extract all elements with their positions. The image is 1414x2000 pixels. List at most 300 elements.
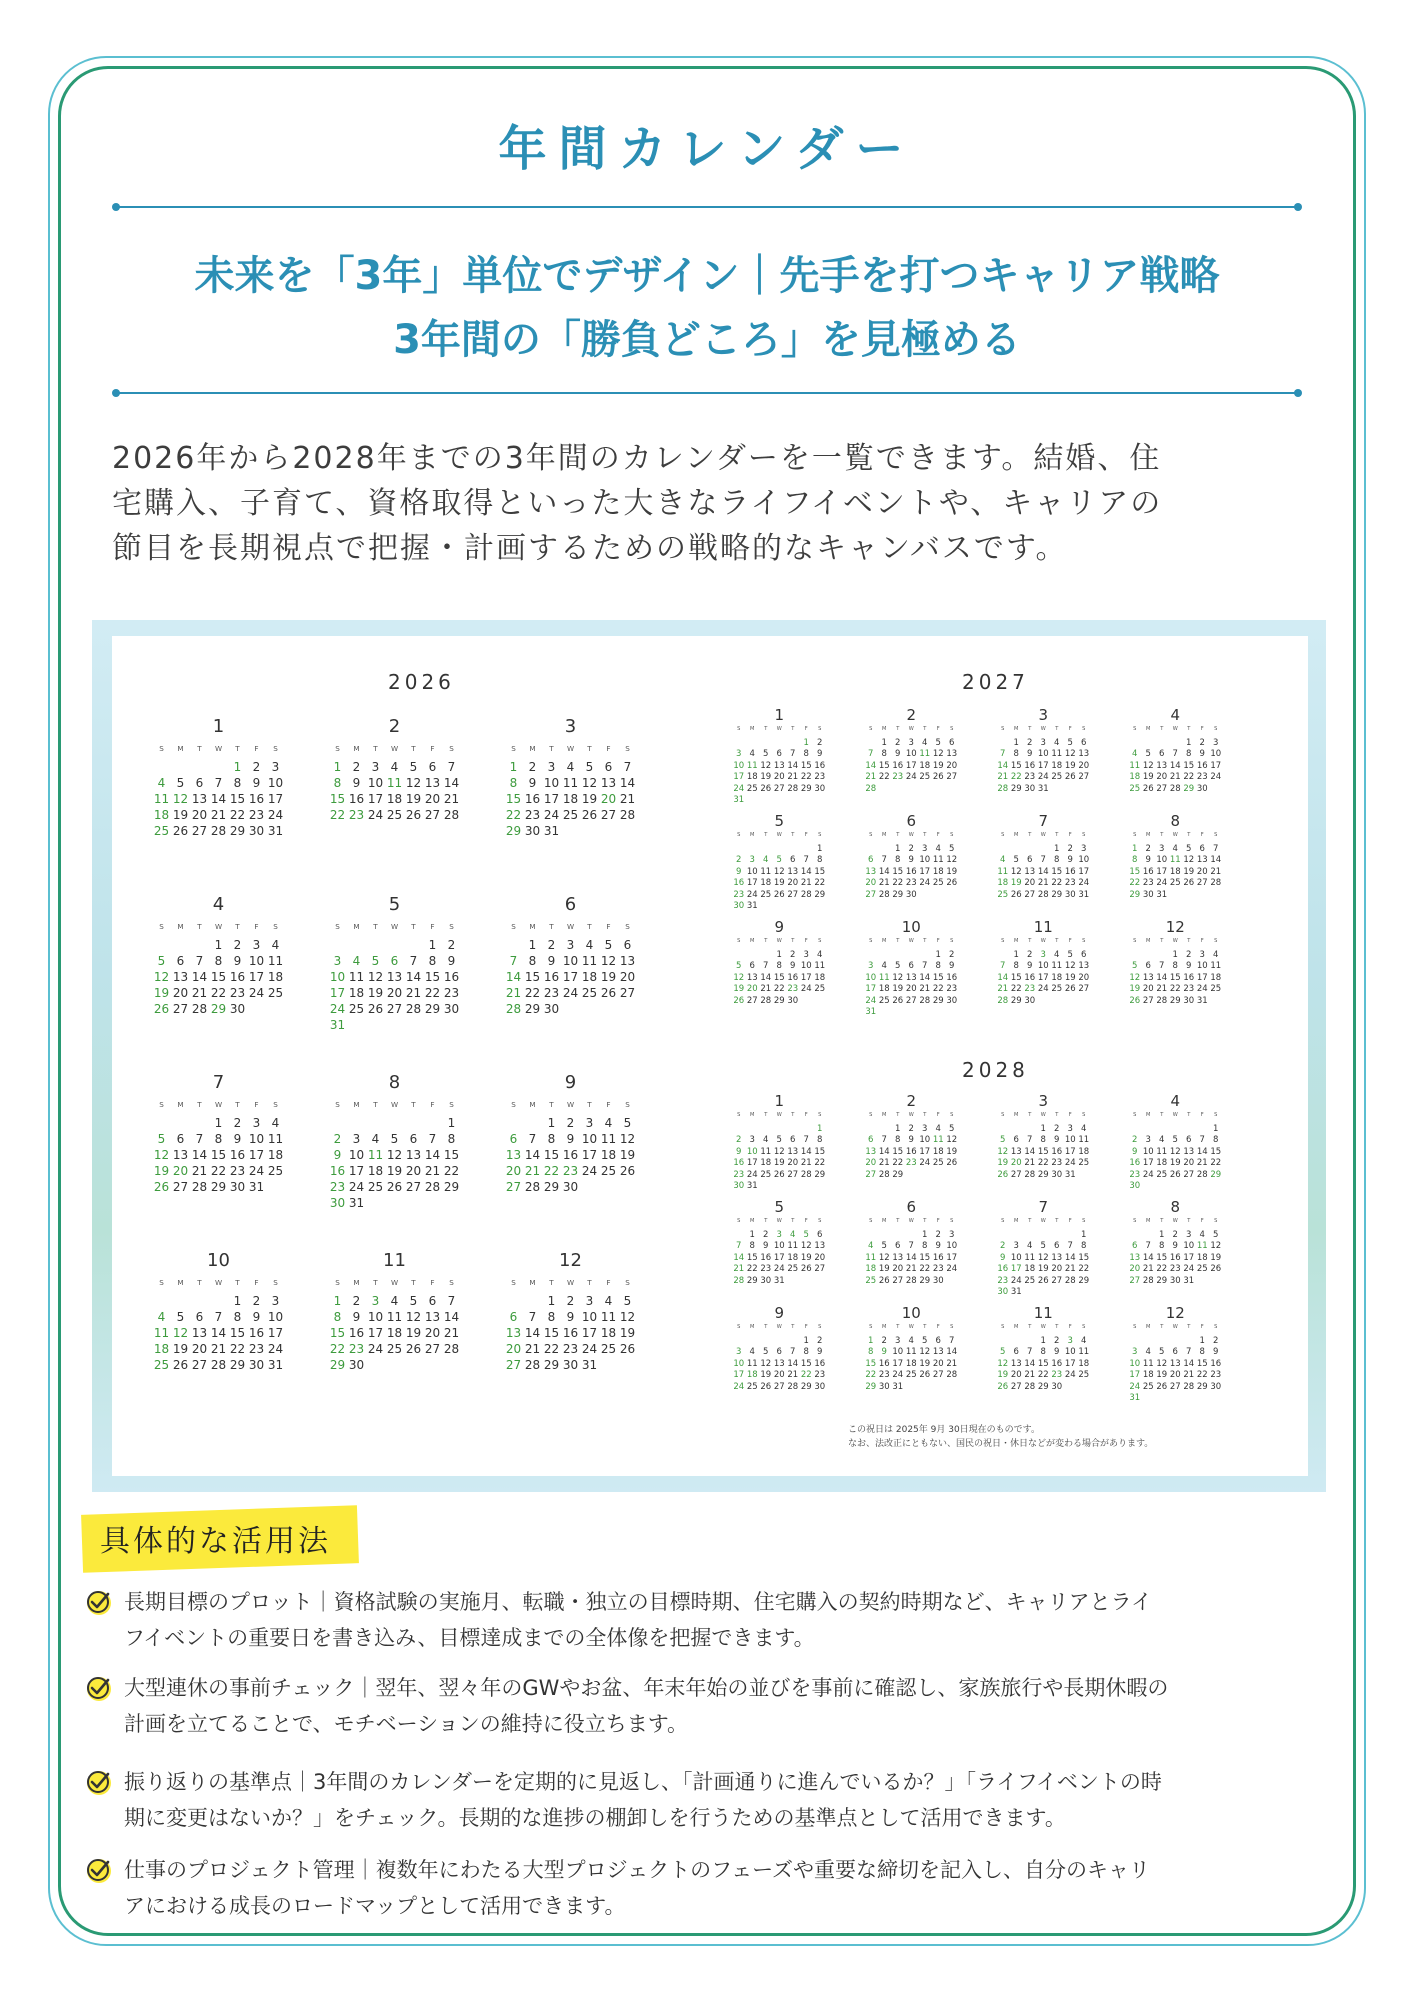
day-cell: 9 bbox=[790, 961, 796, 971]
day-cell: 12 bbox=[153, 970, 170, 984]
day-cell: 17 bbox=[1078, 866, 1090, 877]
day-cell: 3 bbox=[271, 760, 280, 774]
day-cell: 8 bbox=[547, 1310, 556, 1324]
day-cell: 10 bbox=[892, 1347, 904, 1357]
day-cell: 15 bbox=[800, 760, 812, 771]
day-cell: 22 bbox=[424, 986, 441, 1000]
day-cell: 31 bbox=[733, 795, 745, 805]
weekday-label: M bbox=[529, 744, 536, 753]
day-cell: 25 bbox=[1051, 984, 1063, 994]
day-cell: 13 bbox=[746, 972, 758, 983]
day-cell: 25 bbox=[153, 824, 170, 838]
weekday-label: S bbox=[950, 1112, 954, 1118]
day-cell: 23 bbox=[1024, 772, 1036, 782]
day-cell: 3 bbox=[1159, 843, 1165, 854]
day-cell: 19 bbox=[153, 986, 170, 1000]
weekday-label: T bbox=[411, 922, 416, 931]
day-cell: 30 bbox=[524, 824, 541, 838]
day-cell: 6 bbox=[776, 749, 782, 759]
month-label: 1 bbox=[774, 706, 785, 724]
weekday-label: T bbox=[1055, 1218, 1059, 1224]
day-cell: 7 bbox=[509, 954, 518, 968]
day-cell: 26 bbox=[733, 995, 745, 1006]
day-cell: 8 bbox=[1054, 855, 1060, 865]
day-cell: 6 bbox=[895, 1241, 901, 1251]
day-cell: 30 bbox=[1024, 995, 1036, 1006]
day-cell: 27 bbox=[773, 783, 785, 794]
day-cell: 25 bbox=[386, 808, 403, 822]
day-cell: 14 bbox=[1210, 855, 1222, 865]
day-cell: 26 bbox=[600, 986, 617, 1000]
weekday-label: S bbox=[273, 1278, 278, 1287]
day-cell: 19 bbox=[800, 1252, 812, 1263]
day-cell: 26 bbox=[367, 1002, 384, 1016]
day-cell: 11 bbox=[267, 1132, 284, 1146]
day-cell: 19 bbox=[932, 760, 944, 771]
day-cell: 8 bbox=[817, 855, 823, 865]
weekday-label: W bbox=[908, 832, 914, 838]
weekday-label: T bbox=[1187, 832, 1191, 838]
day-cell: 4 bbox=[922, 737, 928, 748]
day-cell: 25 bbox=[1196, 1264, 1208, 1274]
day-cell: 26 bbox=[773, 889, 785, 900]
day-cell: 22 bbox=[1196, 1370, 1208, 1380]
day-cell: 12 bbox=[405, 776, 422, 790]
weekday-label: S bbox=[1082, 726, 1086, 732]
weekday-label: T bbox=[235, 922, 240, 931]
day-cell: 29 bbox=[814, 889, 826, 900]
day-cell: 11 bbox=[878, 972, 890, 983]
day-cell: 25 bbox=[1051, 772, 1063, 782]
weekday-label: S bbox=[869, 938, 873, 944]
weekday-label: S bbox=[818, 1218, 822, 1224]
day-cell: 21 bbox=[787, 1370, 799, 1380]
day-cell: 19 bbox=[1064, 760, 1076, 771]
day-cell: 17 bbox=[905, 760, 917, 771]
weekday-label: F bbox=[1200, 832, 1204, 838]
day-cell: 25 bbox=[787, 1264, 799, 1274]
day-cell: 1 bbox=[1213, 1123, 1219, 1134]
weekday-label: S bbox=[1082, 938, 1086, 944]
day-cell: 14 bbox=[865, 760, 877, 771]
day-cell: 31 bbox=[543, 824, 560, 838]
day-cell: 16 bbox=[892, 760, 904, 771]
day-cell: 10 bbox=[367, 1310, 384, 1324]
weekday-label: W bbox=[1040, 832, 1046, 838]
weekday-label: S bbox=[950, 726, 954, 732]
day-cell: 29 bbox=[773, 995, 785, 1006]
weekday-label: F bbox=[606, 1278, 611, 1287]
day-cell: 16 bbox=[1210, 1358, 1222, 1369]
day-cell: 27 bbox=[386, 1002, 403, 1016]
day-cell: 25 bbox=[878, 995, 890, 1006]
day-cell: 16 bbox=[1196, 760, 1208, 771]
day-cell: 20 bbox=[1156, 772, 1168, 782]
weekday-label: S bbox=[273, 1100, 278, 1109]
day-cell: 1 bbox=[935, 949, 941, 960]
day-cell: 8 bbox=[817, 1135, 823, 1145]
day-cell: 19 bbox=[919, 1358, 931, 1369]
day-cell: 29 bbox=[1169, 995, 1181, 1006]
day-cell: 27 bbox=[191, 824, 208, 838]
month-label: 12 bbox=[1165, 918, 1185, 936]
day-cell: 6 bbox=[868, 855, 874, 865]
weekday-label: F bbox=[606, 922, 611, 931]
day-cell: 29 bbox=[1010, 783, 1022, 794]
day-cell: 23 bbox=[760, 1264, 772, 1274]
day-cell: 25 bbox=[932, 878, 944, 888]
day-cell: 17 bbox=[248, 970, 265, 984]
day-cell: 13 bbox=[600, 776, 617, 790]
day-cell: 23 bbox=[814, 1370, 826, 1380]
day-cell: 17 bbox=[1196, 972, 1208, 983]
day-cell: 4 bbox=[1027, 1241, 1033, 1251]
day-cell: 4 bbox=[1132, 749, 1138, 759]
day-cell: 20 bbox=[892, 1264, 904, 1274]
day-cell: 16 bbox=[760, 1252, 772, 1263]
day-cell: 8 bbox=[895, 855, 901, 865]
weekday-label: T bbox=[373, 1278, 378, 1287]
day-cell: 11 bbox=[600, 1132, 617, 1146]
weekday-label: S bbox=[950, 1218, 954, 1224]
day-cell: 21 bbox=[424, 1164, 441, 1178]
day-cell: 5 bbox=[1145, 749, 1151, 759]
weekday-label: T bbox=[1160, 1112, 1164, 1118]
weekday-label: S bbox=[737, 726, 741, 732]
day-cell: 18 bbox=[760, 878, 772, 888]
day-cell: 11 bbox=[1129, 760, 1141, 771]
day-cell: 19 bbox=[1037, 1264, 1049, 1274]
weekday-label: T bbox=[923, 938, 927, 944]
day-cell: 19 bbox=[1129, 984, 1141, 994]
day-cell: 18 bbox=[932, 866, 944, 877]
day-cell: 15 bbox=[878, 760, 890, 771]
day-cell: 20 bbox=[386, 986, 403, 1000]
day-cell: 5 bbox=[763, 749, 769, 759]
day-cell: 23 bbox=[248, 1342, 265, 1356]
bottom-divider bbox=[116, 392, 1298, 394]
month-label: 11 bbox=[1033, 1304, 1053, 1322]
day-cell: 2 bbox=[817, 1335, 823, 1346]
day-cell: 7 bbox=[790, 1347, 796, 1357]
day-cell: 19 bbox=[619, 1326, 636, 1340]
weekday-label: T bbox=[1187, 1112, 1191, 1118]
weekday-label: F bbox=[1200, 938, 1204, 944]
month-label: 1 bbox=[212, 716, 225, 737]
day-cell: 6 bbox=[1081, 949, 1087, 960]
day-cell: 20 bbox=[424, 1326, 441, 1340]
day-cell: 10 bbox=[543, 776, 560, 790]
day-cell: 1 bbox=[817, 843, 823, 854]
day-cell: 20 bbox=[865, 878, 877, 888]
day-cell: 22 bbox=[210, 1164, 227, 1178]
day-cell: 29 bbox=[800, 783, 812, 794]
weekday-label: M bbox=[882, 726, 887, 732]
day-cell: 15 bbox=[543, 1148, 560, 1162]
day-cell: 14 bbox=[787, 760, 799, 771]
day-cell: 11 bbox=[153, 792, 170, 806]
day-cell: 25 bbox=[865, 1275, 877, 1286]
day-cell: 21 bbox=[1064, 1264, 1076, 1274]
weekday-label: S bbox=[950, 832, 954, 838]
day-cell: 13 bbox=[892, 1252, 904, 1263]
day-cell: 28 bbox=[1142, 1275, 1154, 1286]
day-cell: 2 bbox=[333, 1132, 342, 1146]
year-2028-label: 2028 bbox=[962, 1058, 1029, 1082]
weekday-label: S bbox=[511, 1278, 516, 1287]
day-cell: 28 bbox=[878, 889, 890, 900]
day-cell: 31 bbox=[248, 1180, 265, 1194]
weekday-label: S bbox=[1133, 832, 1137, 838]
weekday-label: S bbox=[869, 1324, 873, 1330]
day-cell: 11 bbox=[932, 855, 944, 865]
day-cell: 4 bbox=[935, 843, 941, 854]
day-cell: 22 bbox=[746, 1264, 758, 1274]
weekday-label: F bbox=[254, 1100, 259, 1109]
day-cell: 12 bbox=[878, 1252, 890, 1263]
month-label: 6 bbox=[906, 812, 917, 830]
day-cell: 30 bbox=[1064, 889, 1076, 900]
day-cell: 1 bbox=[428, 938, 437, 952]
day-cell: 5 bbox=[1013, 855, 1019, 865]
day-cell: 7 bbox=[214, 776, 223, 790]
day-cell: 20 bbox=[787, 878, 799, 888]
day-cell: 6 bbox=[195, 776, 204, 790]
weekday-label: W bbox=[214, 922, 223, 931]
top-divider bbox=[116, 206, 1298, 208]
day-cell: 19 bbox=[773, 878, 785, 888]
day-cell: 8 bbox=[803, 749, 809, 759]
day-cell: 27 bbox=[787, 889, 799, 900]
day-cell: 1 bbox=[1081, 1229, 1087, 1240]
day-cell: 12 bbox=[172, 1326, 189, 1340]
day-cell: 23 bbox=[348, 1342, 365, 1356]
day-cell: 7 bbox=[1199, 1135, 1205, 1145]
day-cell: 4 bbox=[1081, 1335, 1087, 1346]
weekday-label: S bbox=[449, 1100, 454, 1109]
usage-item-line: フイベントの重要日を書き込み、目標達成までの全体像を把握できます。 bbox=[124, 1626, 815, 1650]
day-cell: 3 bbox=[1213, 737, 1219, 748]
day-cell: 28 bbox=[443, 808, 460, 822]
day-cell: 8 bbox=[447, 1132, 456, 1146]
day-cell: 11 bbox=[760, 1146, 772, 1157]
weekday-label: W bbox=[1040, 938, 1046, 944]
month-label: 2 bbox=[906, 1092, 917, 1110]
weekday-label: F bbox=[936, 726, 940, 732]
day-cell: 26 bbox=[997, 1381, 1009, 1392]
day-cell: 7 bbox=[1145, 1241, 1151, 1251]
day-cell: 4 bbox=[749, 749, 755, 759]
day-cell: 18 bbox=[153, 808, 170, 822]
day-cell: 14 bbox=[619, 776, 636, 790]
day-cell: 24 bbox=[733, 1381, 745, 1392]
day-cell: 21 bbox=[878, 1158, 890, 1168]
day-cell: 27 bbox=[600, 808, 617, 822]
day-cell: 30 bbox=[348, 1358, 365, 1372]
day-cell: 22 bbox=[1037, 1370, 1049, 1380]
day-cell: 21 bbox=[919, 984, 931, 994]
day-cell: 16 bbox=[814, 1358, 826, 1369]
day-cell: 21 bbox=[443, 792, 460, 806]
day-cell: 7 bbox=[1000, 961, 1006, 971]
day-cell: 15 bbox=[229, 792, 246, 806]
day-cell: 8 bbox=[922, 1241, 928, 1251]
day-cell: 12 bbox=[600, 954, 617, 968]
day-cell: 28 bbox=[997, 783, 1009, 794]
day-cell: 5 bbox=[949, 1123, 955, 1134]
day-cell: 9 bbox=[908, 1135, 914, 1145]
day-cell: 28 bbox=[946, 1370, 958, 1380]
day-cell: 15 bbox=[814, 1146, 826, 1157]
month-label: 11 bbox=[383, 1250, 406, 1271]
weekday-label: S bbox=[950, 1324, 954, 1330]
day-cell: 8 bbox=[528, 954, 537, 968]
day-cell: 9 bbox=[763, 1241, 769, 1251]
weekday-label: S bbox=[737, 1218, 741, 1224]
day-cell: 10 bbox=[733, 760, 745, 771]
weekday-label: S bbox=[1214, 726, 1218, 732]
day-cell: 15 bbox=[210, 1148, 227, 1162]
day-cell: 5 bbox=[623, 1116, 632, 1130]
day-cell: 1 bbox=[803, 737, 809, 748]
day-cell: 25 bbox=[997, 889, 1009, 900]
day-cell: 27 bbox=[946, 772, 958, 782]
day-cell: 19 bbox=[946, 866, 958, 877]
weekday-label: M bbox=[750, 938, 755, 944]
day-cell: 15 bbox=[800, 1358, 812, 1369]
day-cell: 31 bbox=[892, 1381, 904, 1392]
day-cell: 9 bbox=[528, 776, 537, 790]
month-label: 1 bbox=[774, 1092, 785, 1110]
day-cell: 26 bbox=[1129, 995, 1141, 1006]
weekday-label: T bbox=[197, 744, 202, 753]
day-cell: 15 bbox=[865, 1358, 877, 1369]
day-cell: 2 bbox=[736, 855, 742, 865]
day-cell: 26 bbox=[946, 1158, 958, 1168]
day-cell: 13 bbox=[191, 1326, 208, 1340]
day-cell: 28 bbox=[1183, 1381, 1195, 1392]
day-cell: 24 bbox=[773, 1264, 785, 1274]
weekday-label: F bbox=[430, 922, 435, 931]
day-cell: 8 bbox=[333, 776, 342, 790]
day-cell: 20 bbox=[932, 1358, 944, 1369]
day-cell: 11 bbox=[386, 776, 403, 790]
day-cell: 14 bbox=[191, 970, 208, 984]
day-cell: 21 bbox=[787, 772, 799, 782]
day-cell: 6 bbox=[1145, 961, 1151, 971]
day-cell: 10 bbox=[348, 1148, 365, 1162]
day-cell: 11 bbox=[1051, 749, 1063, 759]
day-cell: 19 bbox=[1210, 1252, 1222, 1263]
day-cell: 17 bbox=[348, 1164, 365, 1178]
day-cell: 4 bbox=[271, 938, 280, 952]
day-cell: 21 bbox=[505, 986, 522, 1000]
day-cell: 24 bbox=[1010, 1275, 1022, 1286]
day-cell: 3 bbox=[585, 1116, 594, 1130]
weekday-label: M bbox=[750, 1218, 755, 1224]
weekday-label: T bbox=[791, 1218, 795, 1224]
weekday-label: T bbox=[373, 744, 378, 753]
day-cell: 8 bbox=[895, 1135, 901, 1145]
day-cell: 24 bbox=[1037, 984, 1049, 994]
weekday-label: W bbox=[214, 1278, 223, 1287]
day-cell: 6 bbox=[176, 954, 185, 968]
weekday-label: T bbox=[373, 1100, 378, 1109]
day-cell: 27 bbox=[1183, 1169, 1195, 1180]
day-cell: 29 bbox=[892, 889, 904, 900]
day-cell: 1 bbox=[881, 737, 887, 748]
day-cell: 29 bbox=[329, 1358, 346, 1372]
day-cell: 23 bbox=[787, 984, 799, 994]
day-cell: 14 bbox=[524, 1148, 541, 1162]
day-cell: 31 bbox=[267, 1358, 284, 1372]
day-cell: 14 bbox=[997, 972, 1009, 983]
day-cell: 14 bbox=[905, 1252, 917, 1263]
weekday-label: T bbox=[235, 1278, 240, 1287]
day-cell: 17 bbox=[1183, 1252, 1195, 1263]
day-cell: 14 bbox=[1156, 972, 1168, 983]
weekday-label: T bbox=[896, 832, 900, 838]
day-cell: 26 bbox=[619, 1164, 636, 1178]
day-cell: 10 bbox=[1142, 1146, 1154, 1157]
day-cell: 19 bbox=[773, 1158, 785, 1168]
day-cell: 3 bbox=[371, 760, 380, 774]
day-cell: 14 bbox=[524, 1326, 541, 1340]
weekday-label: M bbox=[1146, 726, 1151, 732]
day-cell: 23 bbox=[905, 1158, 917, 1168]
day-cell: 4 bbox=[1000, 855, 1006, 865]
day-cell: 2 bbox=[1132, 1135, 1138, 1145]
weekday-label: S bbox=[869, 1218, 873, 1224]
day-cell: 2 bbox=[1213, 1335, 1219, 1346]
day-cell: 3 bbox=[1040, 737, 1046, 748]
weekday-label: T bbox=[235, 744, 240, 753]
day-cell: 30 bbox=[1051, 1381, 1063, 1392]
day-cell: 20 bbox=[773, 772, 785, 782]
day-cell: 9 bbox=[547, 954, 556, 968]
day-cell: 1 bbox=[776, 949, 782, 960]
day-cell: 21 bbox=[191, 1164, 208, 1178]
day-cell: 10 bbox=[581, 1310, 598, 1324]
day-cell: 2 bbox=[1054, 1335, 1060, 1346]
day-cell: 13 bbox=[1142, 972, 1154, 983]
day-cell: 3 bbox=[908, 737, 914, 748]
day-cell: 23 bbox=[443, 986, 460, 1000]
day-cell: 1 bbox=[922, 1229, 928, 1240]
day-cell: 10 bbox=[367, 776, 384, 790]
weekday-label: M bbox=[177, 922, 184, 931]
day-cell: 5 bbox=[1067, 949, 1073, 960]
day-cell: 25 bbox=[932, 1158, 944, 1168]
weekday-label: F bbox=[430, 744, 435, 753]
day-cell: 20 bbox=[865, 1158, 877, 1168]
day-cell: 17 bbox=[267, 1326, 284, 1340]
day-cell: 9 bbox=[881, 1347, 887, 1357]
day-cell: 9 bbox=[1054, 1347, 1060, 1357]
day-cell: 17 bbox=[1142, 1158, 1154, 1168]
month-label: 10 bbox=[901, 918, 921, 936]
day-cell: 29 bbox=[865, 1381, 877, 1392]
day-cell: 6 bbox=[935, 1335, 941, 1346]
day-cell: 6 bbox=[790, 1135, 796, 1145]
day-cell: 4 bbox=[390, 760, 399, 774]
day-cell: 15 bbox=[1037, 1358, 1049, 1369]
day-cell: 8 bbox=[333, 1310, 342, 1324]
weekday-label: T bbox=[1187, 938, 1191, 944]
day-cell: 9 bbox=[566, 1132, 575, 1146]
day-cell: 20 bbox=[191, 1342, 208, 1356]
day-cell: 16 bbox=[329, 1164, 346, 1178]
